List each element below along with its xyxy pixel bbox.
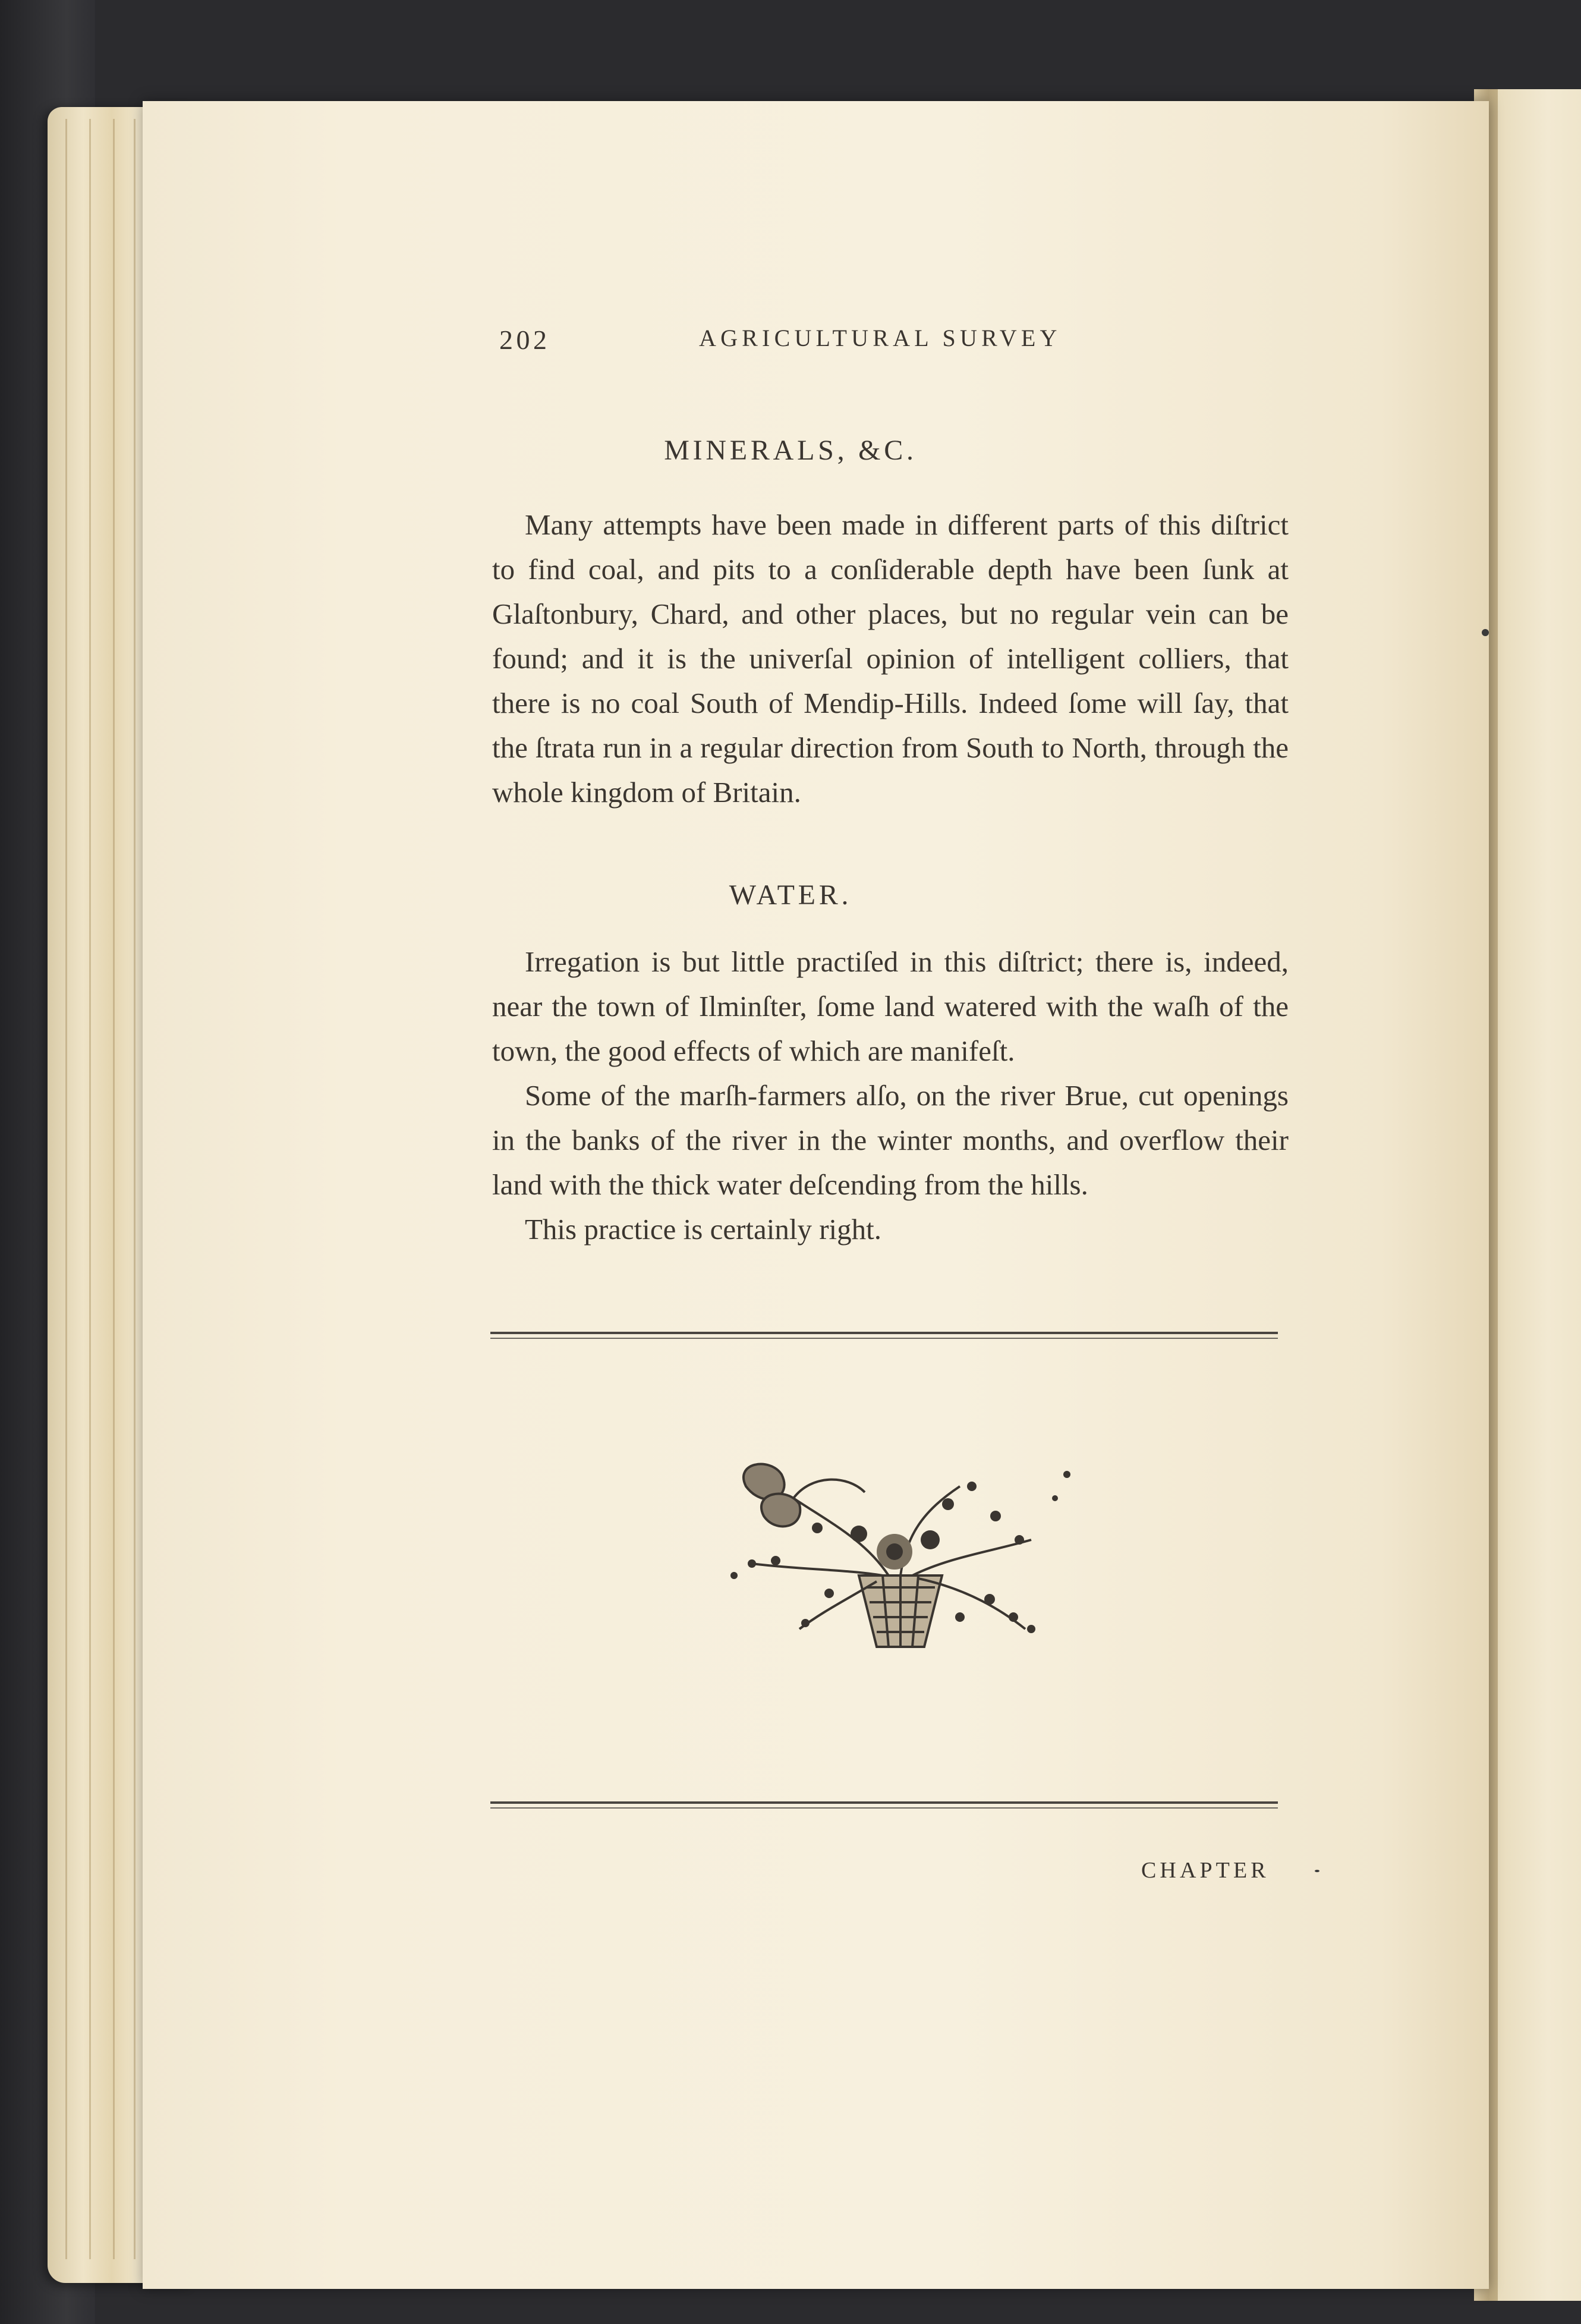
catchword: CHAPTER — [1141, 1858, 1270, 1883]
minerals-paragraph: Many attempts have been made in different parts of this diſtrict to find coal, and pits to a conſiderable depth have been ſunk at Glaſtonbury, Chard, and other places, but no regular vein can be found; and it is the univerſal opinion of intelligent colliers, that there is no coal South of Mendip-Hills. Indeed ſome will ſay, that the ſtrata run in a regular direction from South to North, through the whole kingdom of Britain. — [492, 508, 1289, 809]
facing-page-edge — [1498, 89, 1581, 2301]
double-rule-lower — [490, 1801, 1278, 1809]
page-number: 202 — [499, 325, 550, 355]
running-title: AGRICULTURAL SURVEY — [699, 325, 1062, 351]
minerals-heading: MINERALS, &C. — [664, 435, 917, 466]
water-heading: WATER. — [729, 879, 852, 911]
water-paragraph-3: This practice is certainly right. — [525, 1213, 882, 1246]
page-blemish — [1315, 1870, 1319, 1872]
water-paragraph-2: Some of the marſh-farmers alſo, on the river Brue, cut openings in the banks of the river in the winter months, and overflow their land with the thick water deſcending from the hills. — [492, 1079, 1289, 1201]
water-paragraph-1: Irregation is but little practiſed in this diſtrict; there is, indeed, near the town of Ilminſter, ſome land watered with the waſh of the town, the good effects of which are manifeſt. — [492, 945, 1289, 1067]
water-text — [492, 939, 1289, 1251]
flower-basket-ornament-icon — [710, 1451, 1091, 1653]
double-rule-upper — [490, 1332, 1278, 1339]
page-blemish — [1482, 629, 1489, 636]
running-head — [499, 324, 1106, 360]
minerals-text — [492, 502, 1289, 814]
